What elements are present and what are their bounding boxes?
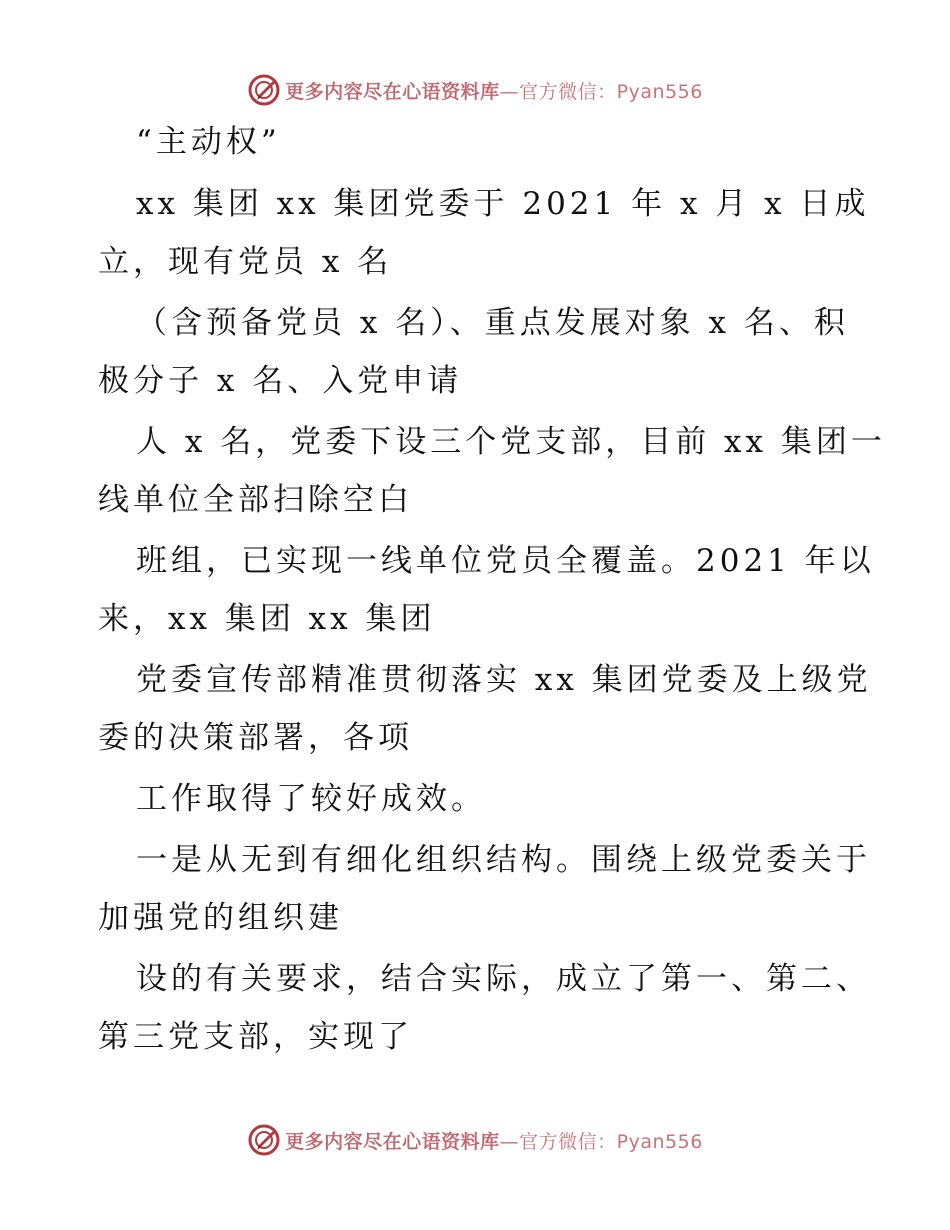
paragraph-line: 班组，已实现一线单位党员全覆盖。2021 年以 <box>136 543 875 579</box>
paragraph-line: 工作取得了较好成效。 <box>136 781 486 817</box>
paragraph-line: 来，xx 集团 xx 集团 <box>98 601 436 637</box>
paragraph-line: 第三党支部，实现了 <box>98 1019 413 1055</box>
paragraph-line: 党委宣传部精准贯彻落实 xx 集团党委及上级党 <box>136 662 872 698</box>
paragraph-line: （含预备党员 x 名）、重点发展对象 x 名、积 <box>136 305 849 341</box>
paragraph-line: 设的有关要求，结合实际，成立了第一、第二、 <box>136 961 871 997</box>
paragraph-line: “主动权” <box>136 124 281 160</box>
header-watermark-text: 更多内容尽在心语资料库—官方微信：Pyan556 <box>285 80 703 103</box>
pen-circle-logo-icon <box>247 73 281 107</box>
paragraph-line: 加强党的组织建 <box>98 900 343 936</box>
paragraph-line: 线单位全部扫除空白 <box>98 482 413 518</box>
footer-watermark-text: 更多内容尽在心语资料库—官方微信：Pyan556 <box>285 1130 703 1153</box>
paragraph-line: 人 x 名，党委下设三个党支部，目前 xx 集团一 <box>136 424 886 460</box>
paragraph-line: 委的决策部署，各项 <box>98 720 413 756</box>
header-watermark-banner <box>0 70 950 110</box>
paragraph-line: 一是从无到有细化组织结构。围绕上级党委关于 <box>136 842 871 878</box>
paragraph-line: xx 集团 xx 集团党委于 2021 年 x 月 x 日成 <box>136 186 870 222</box>
paragraph-line: 极分子 x 名、入党申请 <box>98 363 463 399</box>
footer-watermark-banner <box>0 1120 950 1160</box>
paragraph-line: 立，现有党员 x 名 <box>98 244 393 280</box>
pen-circle-logo-icon <box>247 1123 281 1157</box>
